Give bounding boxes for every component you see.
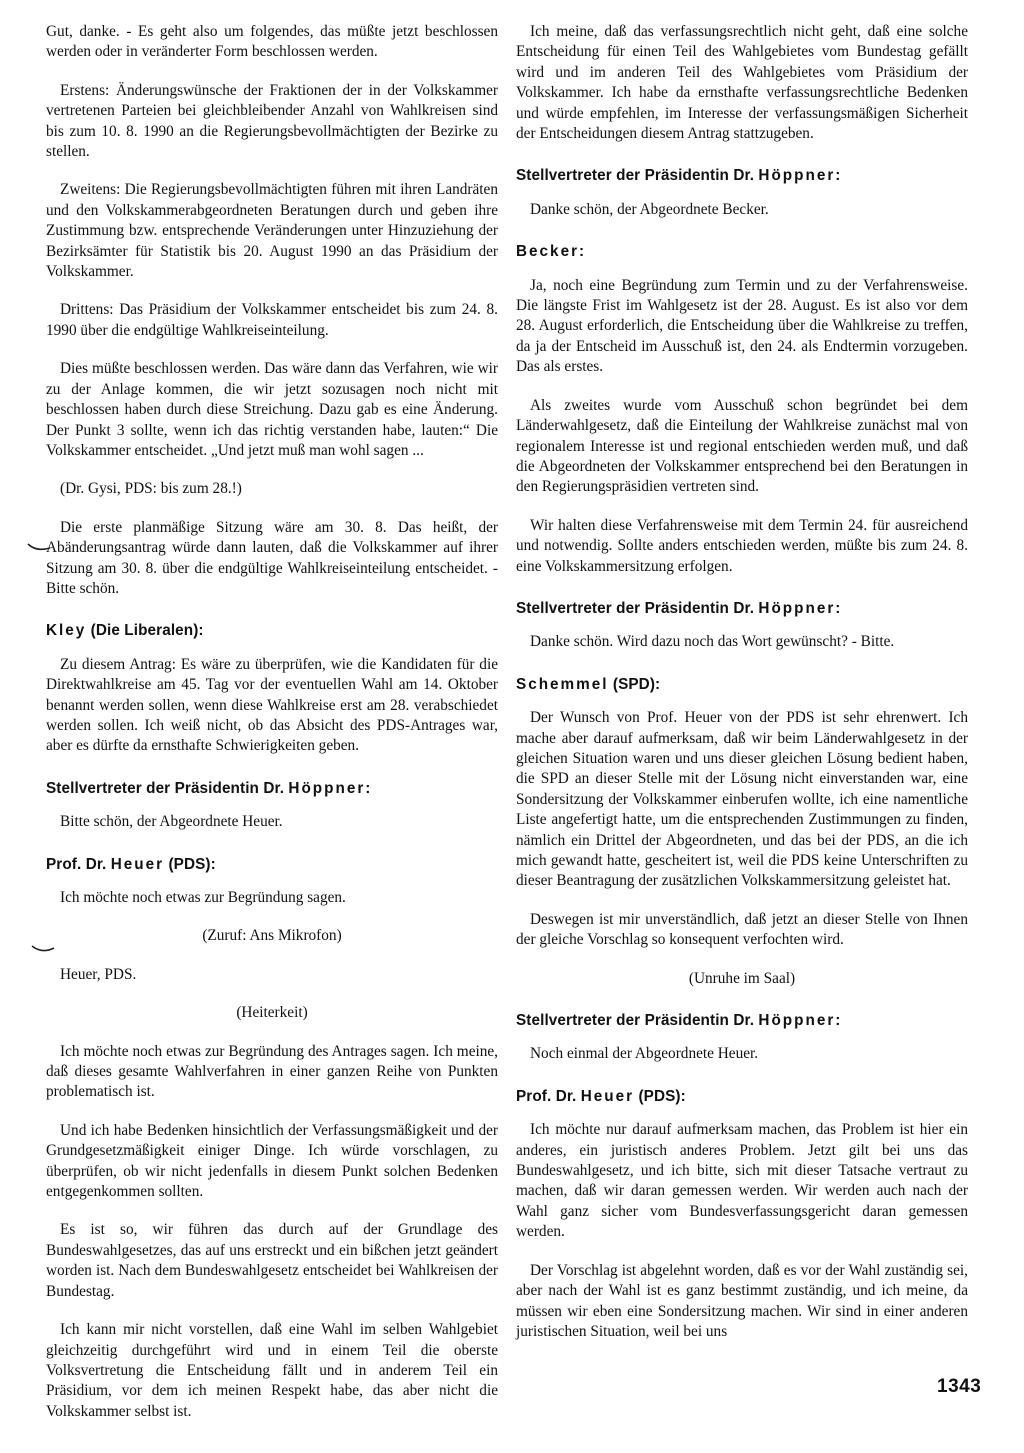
paragraph: Ich möchte noch etwas zur Begründung des Antrages sagen. Ich meine, daß dieses gesamte Wahlverfahren in einer ganzen Reihe von Punkten problematisch ist. (46, 1042, 498, 1101)
paragraph: Ich möchte nur darauf aufmerksam machen, das Problem ist hier ein anderes, ein juristisch anderes Problem. Jetzt gilt bei uns das Bundeswahlgesetz, und ich bitte, sich mit dieser Tatsache vertraut zu machen, daß wir daran gemessen werden. Wir werden auch nach der Wahl ganz sicher vom Bundesverfassungsgericht daran gemessen werden. (516, 1121, 968, 1241)
speaker-title: Stellvertreter der Präsidentin Dr. (516, 1012, 759, 1030)
paragraph: Deswegen ist mir unverständlich, daß jetzt an dieser Stelle von Ihnen der gleiche Vorschlag so konsequent verfochten wird. (516, 910, 968, 949)
paragraph: Gut, danke. - Es geht also um folgendes, das müßte jetzt beschlossen werden oder in veränderter Form beschlossen werden. (46, 23, 498, 61)
speaker-title: Stellvertreter der Präsidentin Dr. (516, 599, 759, 617)
paragraph: Und ich habe Bedenken hinsichtlich der Verfassungsmäßigkeit und der Grundgesetzmäßigkeit einiger Dinge. Ich würde vorschlagen, zu überprüfen, ob wir nicht jedenfalls in diesem Punkt solchen Bedenken entgegenkommen sollten. (46, 1121, 498, 1201)
right-column (516, 22, 968, 1342)
paragraph: Die erste planmäßige Sitzung wäre am 30. 8. Das heißt, der Abänderungsantrag würde dann lauten, daß die Volkskammer auf ihrer Sitzung am 30. 8. über die endgültige Wahlkreiseinteilung entscheidet. - Bitte schön. (46, 518, 498, 597)
interjection: (Dr. Gysi, PDS: bis zum 28.!) (60, 480, 242, 498)
speaker-heading (516, 1087, 968, 1107)
speaker-heading (46, 855, 498, 875)
interjection: (Heiterkeit) (236, 1004, 308, 1022)
page-number: 1343 (937, 1376, 982, 1397)
speaker-title: Stellvertreter der Präsidentin Dr. (46, 779, 289, 797)
speaker-heading (516, 166, 968, 186)
speaker-title: Prof. Dr. (46, 855, 111, 873)
paragraph: Ich möchte noch etwas zur Begründung sagen. (60, 889, 346, 906)
speaker-suffix: : (835, 599, 841, 617)
paragraph: Zweitens: Die Regierungsbevollmächtigten führen mit ihren Landräten und den Volkskammerabgeordneten Beratungen durch und geben ihre Zustimmung bzw. entsprechende Veränderungen unter Hinzuziehung der Bezirksämter für Statistik bis 20. August 1990 an das Präsidium der Volkskammer. (46, 181, 498, 281)
paragraph: Noch einmal der Abgeordnete Heuer. (530, 1045, 759, 1063)
paragraph: Es ist so, wir führen das durch auf der Grundlage des Bundeswahlgesetzes, das auf uns erstreckt und ein bißchen jetzt geändert worden ist. Nach dem Bundeswahlgesetz entscheidet bei Wahlkreisen der Bundestag. (46, 1221, 498, 1300)
paragraph: Der Vorschlag ist abgelehnt worden, daß es vor der Wahl zuständig sei, aber nach der Wahl ist es ganz bestimmt zuständig, und ich meine, da müssen wir eben eine Sondersitzung machen. Wir sind in einer anderen juristischen Situation, weil bei uns (516, 1261, 968, 1340)
speaker-heading (46, 621, 498, 641)
speaker-party: (SPD): (608, 675, 661, 693)
speaker-name: Schemmel (516, 675, 609, 693)
speaker-suffix: : (579, 243, 585, 261)
paragraph: Der Wunsch von Prof. Heuer von der PDS ist sehr ehrenwert. Ich mache aber darauf aufmerksam, daß wir beim Länderwahlgesetz in der gleichen Situation waren und uns dieser gleichen Lösung bedient haben, die SPD an dieser Stelle mit der Lösung nicht einverstanden war, eine Sondersitzung der Volkskammer einberufen wollte, ich eine namentliche Liste angefertigt hatte, um die entsprechenden Zustimmungen zu finden, nämlich ein Drittel der Abgeordneten, und das bei der PDS, an die ich mich gewandt hatte, gescheitert ist, weil die PDS keine Unterschriften zu dieser Beantragung der zusätzlichen Volkskammersitzung geleistet hat. (516, 709, 968, 890)
speaker-name: Heuer (110, 855, 165, 873)
speaker-party: (Die Liberalen): (86, 622, 204, 640)
speaker-name: Höppner (288, 779, 366, 797)
speaker-heading (516, 599, 968, 619)
speaker-name: Höppner (758, 1012, 836, 1030)
paragraph: Heuer, PDS. (60, 965, 137, 983)
speaker-heading (516, 1011, 968, 1031)
paragraph: Bitte schön, der Abgeordnete Heuer. (60, 813, 283, 831)
speaker-heading (46, 779, 498, 799)
paragraph: Ich kann mir nicht vorstellen, daß eine Wahl im selben Wahlgebiet gleichzeitig durchgeführt wird und in einem Teil die oberste Volksvertretung die Entscheidung fällt und in anderem Teil ein Präsidium, vor dem ich meinen Respekt habe, das aber nicht die Volkskammer selbst ist. (46, 1321, 498, 1420)
margin-mark-icon (30, 942, 56, 958)
speaker-heading (516, 675, 968, 695)
interjection: (Zuruf: Ans Mikrofon) (202, 927, 342, 945)
speaker-name: Höppner (758, 599, 836, 617)
left-column (46, 22, 498, 1422)
speaker-suffix: : (835, 1012, 841, 1030)
paragraph: Danke schön. Wird dazu noch das Wort gewünscht? - Bitte. (530, 633, 895, 651)
paragraph: Zu diesem Antrag: Es wäre zu überprüfen, wie die Kandidaten für die Direktwahlkreise am 45. Tag vor der eventuellen Wahl am 14. Oktober benannt werden sollen, wenn diese Wahlkreise erst am 28. verabschiedet werden sollen. Ich weiß nicht, ob das Absicht des PDS-Antrages war, aber es dürfte da ernsthafte Schwierigkeiten geben. (46, 655, 498, 755)
paragraph: Erstens: Änderungswünsche der Fraktionen der in der Volkskammer vertretenen Parteien bei gleichbleibender Anzahl von Wahlkreisen sind bis zum 10. 8. 1990 an die Regierungsbevollmächtigten der Bezirke zu stellen. (46, 81, 498, 161)
speaker-name: Heuer (580, 1087, 635, 1105)
speaker-suffix: : (365, 779, 371, 797)
speaker-party: (PDS): (634, 1087, 686, 1105)
speaker-name: Kley (46, 622, 87, 640)
paragraph: Dies müßte beschlossen werden. Das wäre dann das Verfahren, wie wir zu der Anlage kommen, die wir jetzt sozusagen noch nicht mit beschlossen haben durch diese Streichung. Dazu gab es eine Änderung. Der Punkt 3 sollte, wenn ich das richtig verstanden habe, lauten:“ Die Volkskammer entscheidet. „Und jetzt muß man wohl sagen ... (46, 360, 498, 459)
paragraph: Ja, noch eine Begründung zum Termin und zu der Verfahrensweise. Die längste Frist im Wahlgesetz ist der 28. August. Es ist also vor dem 28. August erforderlich, die Entscheidung über die Wahlkreise zu treffen, da ja der Entscheid im Ausschuß ist, den 24. als Endtermin vorzugeben. Das als erstes. (516, 276, 968, 376)
margin-mark-icon (26, 540, 52, 556)
speaker-name: Becker (516, 243, 580, 261)
paragraph: Als zweites wurde vom Ausschuß schon begründet bei dem Länderwahlgesetz, daß die Einteilung der Wahlkreise zunächst mal von regionalem Interesse ist und regional entschieden werden muß, und daß die Abgeordneten der Volkskammer entsprechend bei den Beratungen in den Regierungspräsidien vertreten sind. (516, 396, 968, 496)
speaker-heading (516, 242, 968, 262)
paragraph: Ich meine, daß das verfassungsrechtlich nicht geht, daß eine solche Entscheidung für einen Teil des Wahlgebietes vom Bundestag gefällt wird und im anderen Teil des Wahlgebietes vom Präsidium der Volkskammer. Ich habe da ernsthafte verfassungsrechtliche Bedenken und würde empfehlen, im Interesse der verfassungsmäßigen Sicherheit der Entscheidungen diesem Antrag stattzugeben. (516, 23, 968, 143)
speaker-name: Höppner (758, 167, 836, 185)
speaker-party: (PDS): (164, 855, 216, 873)
speaker-suffix: : (835, 167, 841, 185)
paragraph: Wir halten diese Verfahrensweise mit dem Termin 24. für ausreichend und notwendig. Sollte anders entschieden werden, müßte bis zum 24. 8. eine Volkskammersitzung erfolgen. (516, 516, 968, 575)
speaker-title: Prof. Dr. (516, 1087, 581, 1105)
interjection: (Unruhe im Saal) (688, 969, 796, 987)
paragraph: Danke schön, der Abgeordnete Becker. (530, 200, 769, 218)
speaker-title: Stellvertreter der Präsidentin Dr. (516, 167, 759, 185)
paragraph: Drittens: Das Präsidium der Volkskammer entscheidet bis zum 24. 8. 1990 über die endgültige Wahlkreiseinteilung. (46, 301, 498, 339)
